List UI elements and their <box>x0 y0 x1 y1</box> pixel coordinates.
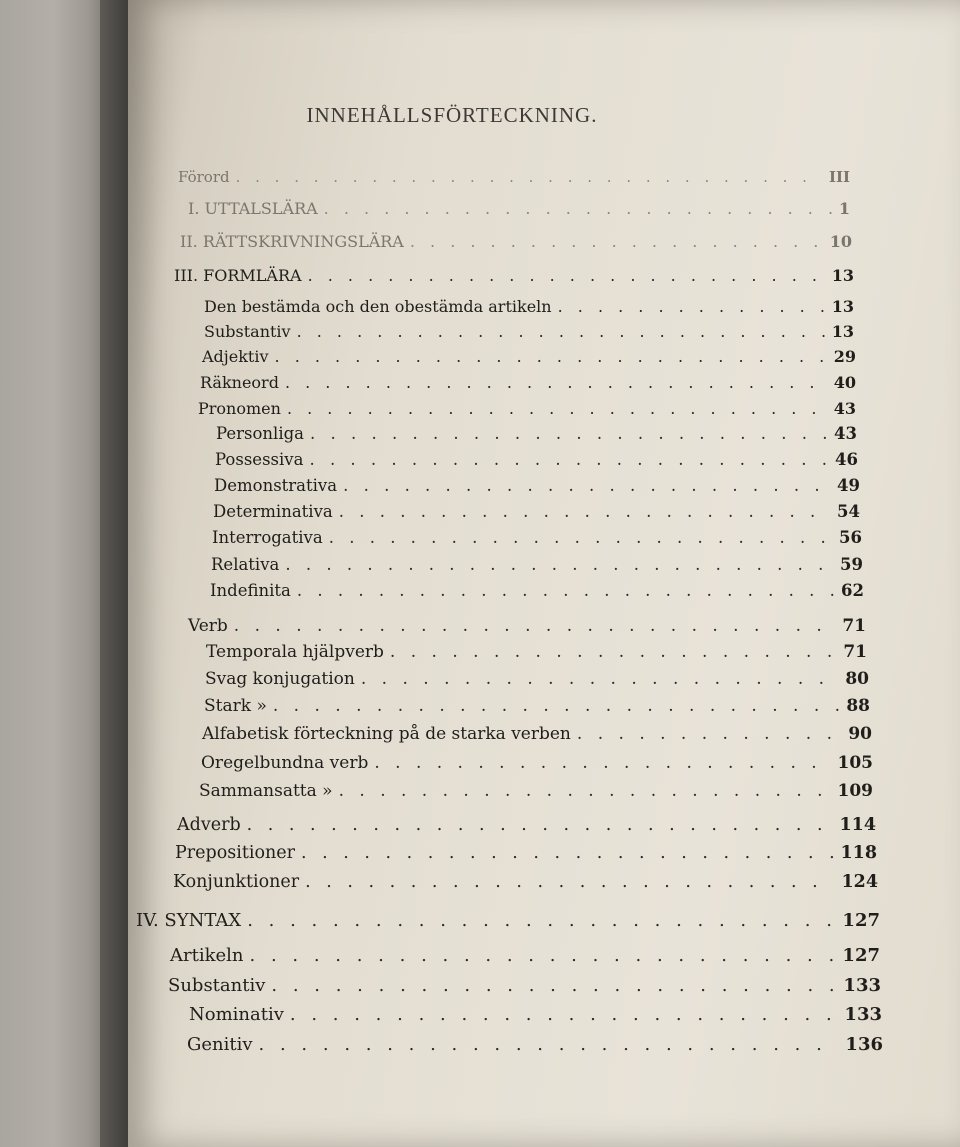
toc-entry <box>211 555 863 574</box>
toc-entry-label: Adjektiv <box>202 347 269 366</box>
toc-entry-label: Artikeln <box>170 945 244 966</box>
toc-entry <box>189 1004 882 1025</box>
toc-entry-page: 105 <box>837 753 873 773</box>
toc-entry-label: Prepositioner <box>175 843 295 863</box>
toc-entry <box>177 815 876 835</box>
toc-entry-page: 43 <box>834 424 857 443</box>
toc-entry-label: Relativa <box>211 555 280 574</box>
toc-entry-label: Genitiv <box>187 1034 253 1055</box>
toc-entry-label: Possessiva <box>215 450 304 469</box>
toc-entry <box>170 945 880 966</box>
toc-entry-page: 127 <box>842 945 880 966</box>
toc-entry-page: 124 <box>841 872 878 892</box>
toc-entry <box>210 581 864 600</box>
toc-entry-label: Oregelbundna verb <box>201 753 369 773</box>
toc-entry <box>215 450 858 469</box>
toc-entry-label: Temporala hjälpverb <box>206 642 384 662</box>
toc-entry-page: 133 <box>844 1004 882 1025</box>
toc-entry-page: 114 <box>839 815 876 835</box>
toc-entry-label: III. FORMLÄRA <box>174 266 302 285</box>
toc-entry-label: Demonstrativa <box>214 476 338 495</box>
toc-entry-page: 1 <box>838 199 850 218</box>
toc-entry-page: III <box>828 168 850 186</box>
toc-entry <box>187 1034 883 1055</box>
toc-entry-label: Pronomen <box>198 399 281 418</box>
toc-entry-page: 13 <box>831 297 854 316</box>
page-title: INNEHÅLLSFÖRTECKNING. <box>306 103 598 127</box>
toc-entry-page: 13 <box>831 266 854 285</box>
toc-entry-label: Förord <box>178 168 230 186</box>
toc-entry <box>204 297 854 316</box>
toc-entry-page: 133 <box>843 975 881 996</box>
toc-entry <box>205 669 869 689</box>
toc-entry-page: 118 <box>840 843 877 863</box>
toc-entry-label: I. UTTALSLÄRA <box>188 199 318 218</box>
toc-entry-label: Personliga <box>216 424 304 443</box>
toc-entry <box>200 373 856 392</box>
toc-entry-label: Substantiv <box>168 975 266 996</box>
toc-entry-label: Sammansatta » <box>199 781 333 801</box>
toc-entry <box>201 753 873 773</box>
toc-entry <box>188 199 850 218</box>
toc-entry-page: 13 <box>831 322 854 341</box>
toc-entry <box>212 528 862 547</box>
toc-entry <box>136 910 880 931</box>
toc-entry <box>214 476 860 495</box>
toc-entry-label: Adverb <box>177 815 241 835</box>
toc-entry-page: 71 <box>842 616 866 636</box>
toc-entry <box>204 696 870 716</box>
toc-entry <box>202 347 856 366</box>
toc-entry-label: Konjunktioner <box>173 872 300 892</box>
toc-entry-page: 80 <box>845 669 869 689</box>
toc-entry-page: 90 <box>848 724 872 744</box>
toc-entry-page: 10 <box>829 232 852 251</box>
toc-entry-page: 136 <box>845 1034 883 1055</box>
toc-entry <box>188 616 866 636</box>
toc-entry <box>198 399 856 418</box>
toc-entry-page: 62 <box>841 581 864 600</box>
toc-entry-label: Interrogativa <box>212 528 323 547</box>
toc-entry-label: Nominativ <box>189 1004 284 1025</box>
toc-entry-label: Räkneord <box>200 373 279 392</box>
toc-entry-page: 127 <box>842 910 880 931</box>
toc-entry-label: Den bestämda och den obestämda artikeln <box>204 297 552 316</box>
toc-entry <box>206 642 867 662</box>
toc-entry-label: IV. SYNTAX <box>136 910 242 931</box>
toc-entry-label: II. RÄTTSKRIVNINGSLÄRA <box>180 232 404 251</box>
toc-entry <box>199 781 873 801</box>
toc-entry-page: 46 <box>835 450 858 469</box>
toc-entry <box>213 502 860 521</box>
toc-entry-page: 54 <box>837 502 860 521</box>
toc-entry-page: 43 <box>833 399 856 418</box>
toc-entry <box>174 266 854 285</box>
toc-entry-label: Svag konjugation <box>205 669 355 689</box>
toc-entry-label: Alfabetisk förteckning på de starka verben <box>202 724 571 744</box>
toc-entry-label: Substantiv <box>204 322 291 341</box>
toc-entry <box>175 843 877 863</box>
toc-entry <box>216 424 857 443</box>
toc-entry-page: 59 <box>840 555 863 574</box>
toc-entry-label: Determinativa <box>213 502 333 521</box>
toc-entry-page: 88 <box>846 696 870 716</box>
toc-entry-label: Indefinita <box>210 581 291 600</box>
toc-entry-page: 29 <box>833 347 856 366</box>
toc-entry <box>180 232 852 251</box>
toc-entry-label: Verb <box>188 616 228 636</box>
toc-entry <box>204 322 854 341</box>
toc-entry-label: Stark » <box>204 696 267 716</box>
toc-entry-page: 109 <box>837 781 873 801</box>
toc-entry-page: 40 <box>833 373 856 392</box>
toc-entry <box>173 872 878 892</box>
toc-entry-page: 56 <box>839 528 862 547</box>
toc-entry-page: 71 <box>843 642 867 662</box>
toc-entry <box>178 168 850 186</box>
toc-entry <box>202 724 872 744</box>
toc-entry-page: 49 <box>837 476 860 495</box>
toc-entry <box>168 975 881 996</box>
